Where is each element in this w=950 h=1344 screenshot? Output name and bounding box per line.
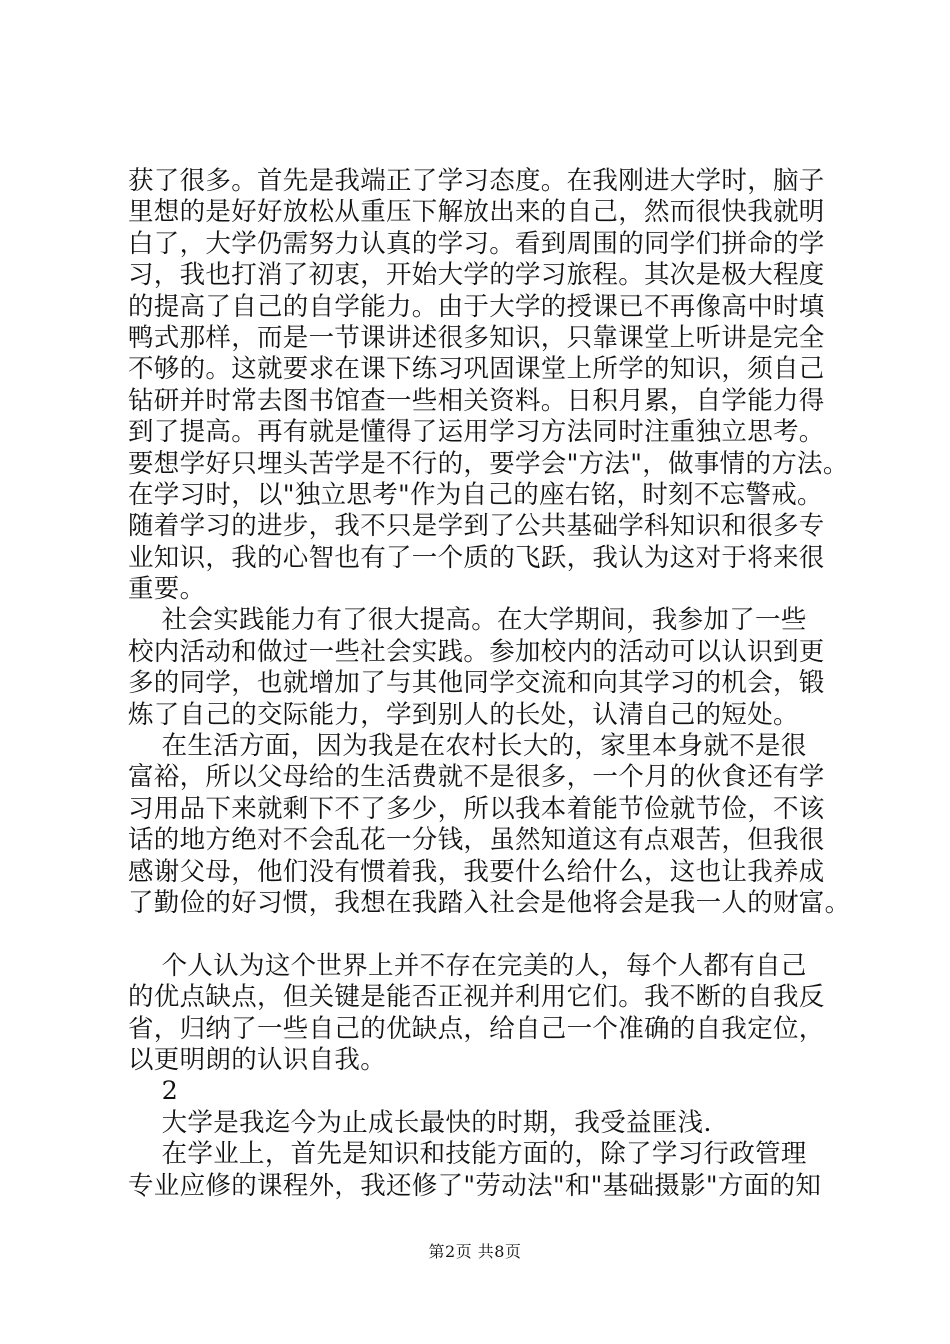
text-line: 校内活动和做过一些社会实践。参加校内的活动可以认识到更: [128, 636, 825, 667]
text-line: 要想学好只埋头苦学是不行的，要学会"方法"，做事情的方法。: [128, 448, 849, 479]
text-line: 省，归纳了一些自己的优缺点，给自己一个准确的自我定位，: [128, 1013, 825, 1044]
text-line: 大学是我迄今为止成长最快的时期，我受益匪浅.: [128, 1107, 712, 1138]
text-line: 炼了自己的交际能力，学到别人的长处，认清自己的短处。: [128, 699, 799, 730]
text-line: 富裕，所以父母给的生活费就不是很多，一个月的伙食还有学: [128, 762, 825, 793]
text-line: 习，我也打消了初衷，开始大学的学习旅程。其次是极大程度: [128, 260, 825, 291]
blank-line: [128, 919, 848, 950]
text-line: 个人认为这个世界上并不存在完美的人，每个人都有自己: [128, 950, 807, 981]
text-line: 在学习时，以"独立思考"作为自己的座右铭，时刻不忘警戒。: [128, 479, 823, 510]
text-line: 钻研并时常去图书馆查一些相关资料。日积月累，自学能力得: [128, 385, 825, 416]
text-line: 社会实践能力有了很大提高。在大学期间，我参加了一些: [128, 605, 807, 636]
text-line: 不够的。这就要求在课下练习巩固课堂上所学的知识，须自己: [128, 354, 825, 385]
text-line: 话的地方绝对不会乱花一分钱，虽然知道这有点艰苦，但我很: [128, 825, 825, 856]
page-footer: 第2页 共8页: [428, 1242, 522, 1261]
text-line: 鸭式那样，而是一节课讲述很多知识，只靠课堂上听讲是完全: [128, 322, 825, 353]
text-line: 专业应修的课程外，我还修了"劳动法"和"基础摄影"方面的知: [128, 1170, 822, 1201]
text-line: 在生活方面，因为我是在农村长大的，家里本身就不是很: [128, 731, 807, 762]
text-line: 随着学习的进步，我不只是学到了公共基础学科知识和很多专: [128, 511, 825, 542]
text-line: 感谢父母，他们没有惯着我，我要什么给什么，这也让我养成: [128, 856, 825, 887]
text-line: 了勤俭的好习惯，我想在我踏入社会是他将会是我一人的财富。: [128, 887, 851, 918]
text-line: 的提高了自己的自学能力。由于大学的授课已不再像高中时填: [128, 291, 825, 322]
text-line: 业知识，我的心智也有了一个质的飞跃，我认为这对于将来很: [128, 542, 825, 573]
text-line: 获了很多。首先是我端正了学习态度。在我刚进大学时，脑子: [128, 166, 825, 196]
text-line: 白了，大学仍需努力认真的学习。看到周围的同学们拼命的学: [128, 228, 825, 259]
text-line: 到了提高。再有就是懂得了运用学习方法同时注重独立思考。: [128, 417, 825, 448]
text-line: 在学业上，首先是知识和技能方面的，除了学习行政管理: [128, 1139, 807, 1170]
body-text: [128, 166, 851, 1202]
text-line: 里想的是好好放松从重压下解放出来的自己，然而很快我就明: [128, 197, 825, 228]
text-line: 重要。: [128, 574, 206, 605]
section-number: 2: [128, 1076, 179, 1107]
text-line: 以更明朗的认识自我。: [128, 1044, 387, 1075]
text-line: 多的同学，也就增加了与其他同学交流和向其学习的机会，锻: [128, 668, 825, 699]
text-line: 的优点缺点，但关键是能否正视并利用它们。我不断的自我反: [128, 982, 825, 1013]
text-line: 习用品下来就剩下不了多少，所以我本着能节俭就节俭，不该: [128, 793, 825, 824]
